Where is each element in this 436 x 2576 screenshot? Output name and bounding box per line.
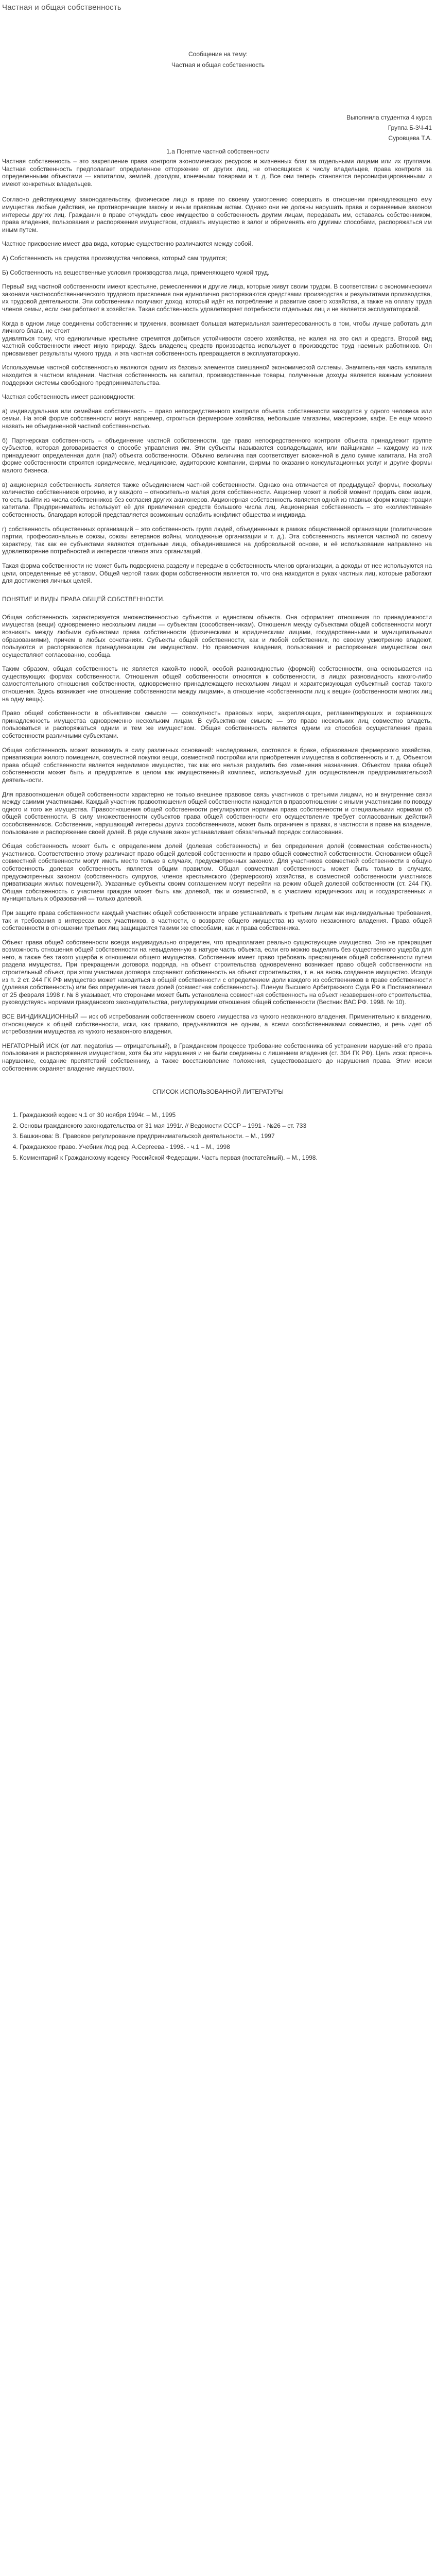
paragraph: в) акционерная собственность является также объединением частной собственности. Однако она отличается от предыдущей формы, поскольку количество собственников огромно, и у каждого – относительно малая доля собственности. Акционер может в любой момент продать свои акции, то есть выйти из числа собственников без согласия других акционеров. Акционерная собственность является одной из главных форм концентрации капитала. Предприниматель использует её для привлечения средств большого числа лиц. Акционерная собственность – это «коллективная» собственность, благодаря которой представляется возможным ослабить конфликт общества и индивида.	[2, 481, 432, 518]
paragraph: Б) Собственность на вещественные условия производства лица, применяющего чужой труд.	[2, 268, 270, 276]
paragraph: Первый вид частной собственности имеют крестьяне, ремесленники и другие лица, которые живут своим трудом. В соответствии с экономическими законами частнособственнического трудового присвоения они единолично распоряжаются средствами производства и результатами производства, их трудовой деятельности. Эти собственники получают доход, который идёт на потребление и развитие своего хозяйства, а также на оплату труда членов семьи, если они работают в хозяйстве. Такая собственность удовлетворяет потребности отдельных лиц и не является эксплуататорской.	[2, 283, 432, 313]
author-signature	[2, 113, 432, 142]
message-topic-label: Сообщение на тему:	[188, 50, 248, 58]
section-common-body	[2, 614, 434, 1072]
list-item: 2. Основы гражданского законодательства от 31 мая 1991г. // Ведомости СССР – 1991 - №26 – ст. 733	[20, 1122, 434, 1130]
references-list	[2, 1111, 434, 1161]
list-item: 5. Комментарий к Гражданскому кодексу Российской Федерации. Часть первая (постатейный). – М., 1998.	[20, 1154, 434, 1162]
author-group: Группа Б-3Ч-41	[388, 124, 432, 131]
page-title: Частная и общая собственность	[2, 3, 121, 12]
paragraph: б) Партнерская собственность – объединение частной собственности, где право непосредственного контроля объекта принадлежит группе субъектов, которая договаривается о способе управления им. Эти субъекты называются совладельцами, или пайщиками – каждому из них принадлежит определенная доля (пай) объекта собственности. Обычно величина пая соответствует вложенной в дело сумме капитала. На этой форме собственности строятся юридические, медицинские, аудиторские компании, фирмы по оказанию консультационных услуг и другие формы малого бизнеса.	[2, 436, 432, 474]
paragraph: НЕГАТОРНЫЙ ИСК (от лат. negatorius — отрицательный), в Гражданском процессе требование собственника об устранении нарушений его права пользования и распоряжения имуществом, хотя бы эти нарушения и не были соединены с лишением владения (ст. 304 ГК РФ). Цель иска: пресечь нарушение, создание препятствий собственнику, а также восстановление положения, существовавшего до нарушения права. Этим иском собственник охраняет владение имуществом.	[2, 1042, 432, 1072]
paragraph: а) индивидуальная или семейная собственность – право непосредственного контроля объекта собственности находится у одного человека или семьи. На этой форме собственности могут, например, строиться фермерские хозяйства, небольшие магазины, мастерские, кафе. Ее еще можно назвать не объединенной частной собственностью.	[2, 407, 432, 430]
paragraph: При защите права собственности каждый участник общей собственности вправе устанавливать к третьим лицам как индивидуальные требования, так и требования в интересах всех участников, в частности, о возврате общего имущества из чужого незаконного владения. Права общей собственности в отношении третьих лиц защищаются такими же способами, как и права собственника.	[2, 909, 432, 932]
references-title: СПИСОК ИСПОЛЬЗОВАННОЙ ЛИТЕРАТУРЫ	[152, 1088, 284, 1096]
message-header	[2, 50, 434, 69]
paragraph: г) собственность общественных организаций – это собственность групп людей, объединенных в рамках общественной организации (политические партии, профессиональные союзы, союзы ветеранов войны, молодежные организации и т. д.). Эта собственность является частной по своему характеру, так как ее субъектами являются отдельные лица, объединившиеся на добровольной основе, и её использование направлено на удовлетворение потребностей и интересов членов этих организаций.	[2, 525, 432, 555]
section-common-title: ПОНЯТИЕ И ВИДЫ ПРАВА ОБЩЕЙ СОБСТВЕННОСТИ.	[2, 595, 165, 603]
paragraph: Право общей собственности в объективном смысле — совокупность правовых норм, закрепляющих, регламентирующих и охраняющих принадлежность имущества одновременно нескольким лицам. В субъективном смысле — это право нескольких лиц совместно владеть, пользоваться и распоряжаться одним и тем же имуществом. Общая собственность является одним из способов осуществления права собственности различными субъектами.	[2, 709, 432, 740]
paragraph: Когда в одном лице соединены собственник и труженик, возникает большая материальная заинтересованность в том, чтобы лучше работать для личного блага, не стоит	[2, 319, 432, 335]
paragraph: Таким образом, общая собственность не является какой-то новой, особой разновидностью (формой) собственности, она основывается на существующих формах собственности. Отношения общей собственности относятся к собственности, в лицах разновидность какого-либо самостоятельного отношения собственности, одновременно принадлежащего нескольким лицам и характеризующая субъектный состав такого отношения. Здесь возникает «не отношение собственности между лицами», а отношение «собственности лиц к вещи» (собственности многих лиц на одну вещь).	[2, 665, 432, 703]
list-item: 3. Башкинова: В. Правовое регулирование предпринимательской деятельности. – М., 1997	[20, 1132, 434, 1140]
paragraph: Частная собственность – это закрепление права контроля экономических ресурсов и жизненных благ за отдельными лицами или их группами. Частная собственность предполагает определенное отторжение от других лиц, не относящихся к числу владельцев, права контроля за определенными объектами — капиталом, землей, доходом, конечными товарами и т. д. Все они теперь становятся персонифицированными и имеют конкретных владельцев.	[2, 158, 432, 188]
section-private-body	[2, 158, 434, 585]
document-page	[0, 0, 436, 1185]
message-topic-title: Частная и общая собственность	[171, 61, 265, 69]
list-item: 4. Гражданское право. Учебник /под ред. А.Сергеева - 1998. - ч.1 – М., 1998	[20, 1143, 434, 1151]
section-private-title: 1.а Понятие частной собственности	[166, 148, 270, 155]
paragraph: Объект права общей собственности всегда индивидуально определен, что предполагает реально существующее имущество. Это не прекращает возможность отношения общей собственности на невыделенную в натуре часть объекта, если его можно выделить без существенного ущерба для него, а также без такого ущерба в отношении общего имущества. Собственник имеет право требовать прекращения общей собственности путем раздела имущества. При прекращении договора подряда, на объект строительства одновременно возникает право общей собственности на строительный объект, при этом участники договора сохраняют собственность на объект строительства, т. е. на вновь созданное имущество. Исходя из п. 2 ст. 244 ГК РФ имущество может находиться в общей собственности с определением доли каждого из собственников в праве собственности (долевая собственность) или без определения таких долей (совместная собственность). Пленум Высшего Арбитражного Суда РФ в Постановлении от 25 февраля 1998 г. № 8 указывает, что сторонами может быть установлена совместная собственность на объект незавершенного строительства, руководствуясь нормами гражданского законодательства, регулирующими отношения общей собственности (Вестник ВАС РФ. 1998. № 10).	[2, 938, 432, 1006]
list-item: 1. Гражданский кодекс ч.1 от 30 ноября 1994г. – М., 1995	[20, 1111, 434, 1119]
paragraph: ВСЕ ВИНДИКАЦИОННЫЙ — иск об истребовании собственником своего имущества из чужого незаконного владения. Применительно к владению, относящемуся к общей собственности, иски, как правило, предъявляются не одним, а всеми сособственниками совместно, и речь идет об истребовании имущества из чужого незаконного владения.	[2, 1013, 432, 1036]
paragraph: удивляться тому, что единоличные крестьяне стремятся добиться устойчивости своего хозяйства, не жалея на это сил и средств. Второй вид частной собственности имеет иную природу. Здесь владелец средств производства использует в производстве труд наемных работников. Он присваивает результаты чужого труда, и эта частная собственность превращается в эксплуататорскую.	[2, 334, 432, 357]
paragraph: Общая собственность может возникнуть в силу различных оснований: наследования, состоялся в браке, образования фермерского хозяйства, приватизации жилого помещения, совместной покупки вещи, совместной постройки или приобретения имущества в собственность и т. д. Объектом права общей собственности является неделимое имущество, так как его нельзя разделить без изменения назначения. Объектом права общей собственности может быть и предприятие в целом как имущественный комплекс, используемый для осуществления предпринимательской деятельности.	[2, 746, 432, 784]
author-name: Суровцева Т.А.	[388, 134, 432, 142]
paragraph: Такая форма собственности не может быть подвержена разделу и передаче в собственность членов организации, а доходы от нее используются на цели, определенные её уставом. Общей чертой таких форм собственности является то, что она находится в руках частных лиц, которые работают для достижения личных целей.	[2, 562, 432, 585]
paragraph: Частное присвоение имеет два вида, которые существенно различаются между собой.	[2, 240, 253, 248]
paragraph: Частная собственность имеет разновидности:	[2, 393, 135, 401]
paragraph: Используемые частной собственностью являются одним из базовых элементов смешанной экономической системы. Значительная часть капитала находится в частном владении. Частная собственность на капитал, производственные товары, полученные доходы является важным условием поддержки системы свободного предпринимательства.	[2, 364, 432, 386]
paragraph: Общая собственность может быть с определением долей (долевая собственность) и без определения долей (совместная собственность) участников. Соответственно этому различают право общей долевой собственности и право общей совместной собственности. Основанием общей совместной собственности могут иметь место только в случаях, предусмотренных законом. Для участников совместной собственности в общую собственность долевая собственность является общим правилом. Общая совместная собственность может быть только в случаях, предусмотренных законом (собственность супругов, членов крестьянского (фермерского) хозяйства, в совместной собственности участников приватизации жилых помещений). Указанные субъекты своим соглашением могут перейти на режим общей долевой собственности (ст. 244 ГК). Общая собственность с участием граждан может быть как долевой, так и совместной, а с участием юридических лиц и государственных и муниципальных образований — только долевой.	[2, 842, 432, 903]
paragraph: Общая собственность характеризуется множественностью субъектов и единством объекта. Она оформляет отношения по принадлежности имущества (вещи) одновременно нескольким лицам — субъектам (сособственникам). Отношения между субъектами общей собственности могут возникать между любыми субъектами права собственности (физическими и юридическими лицами, государственными и муниципальными образованиями), причем в любых сочетаниях. Субъекты общей собственности, как и любой собственник, по своему усмотрению владеют, пользуются и распоряжаются принадлежащим им имуществом. Но правомочия владения, пользования и распоряжения имуществом они осуществляют согласованно, сообща.	[2, 613, 432, 658]
paragraph: А) Собственность на средства производства человека, который сам трудится;	[2, 254, 227, 262]
paragraph: Для правоотношения общей собственности характерно не только внешнее правовое связь участников с третьими лицами, но и внутренние связи между самими участниками. Каждый участник правоотношения общей собственности находится в правоотношении с иными участниками по поводу одного и того же имущества. Правоотношения общей собственности регулируются нормами права собственности и специальными нормами об общей собственности. В силу множественности субъектов права общей собственности его осуществление требует согласованных действий сособственников. Собственник, нарушающий интересы других сособственников, может быть ограничен в правах, в частности в праве на владение, пользование и распоряжение своей долей. В ряде случаев закон устанавливает обязательный порядок согласования.	[2, 790, 432, 836]
paragraph: Согласно действующему законодательству, физическое лицо в праве по своему усмотрению совершать в отношении принадлежащего ему имущества любые действия, не противоречащие закону и иным правовым актам. Однако они не должны нарушать права и охраняемые законом интересы других лиц. Гражданин в праве отчуждать свое имущество в собственность другим лицам, передавать им, оставаясь собственником, права владения, пользования и распоряжения имуществом, отдавать имущество в залог и обременять его другими способами, распоряжаться им иным путем.	[2, 196, 432, 233]
author-course: Выполнила студентка 4 курса	[346, 114, 432, 121]
